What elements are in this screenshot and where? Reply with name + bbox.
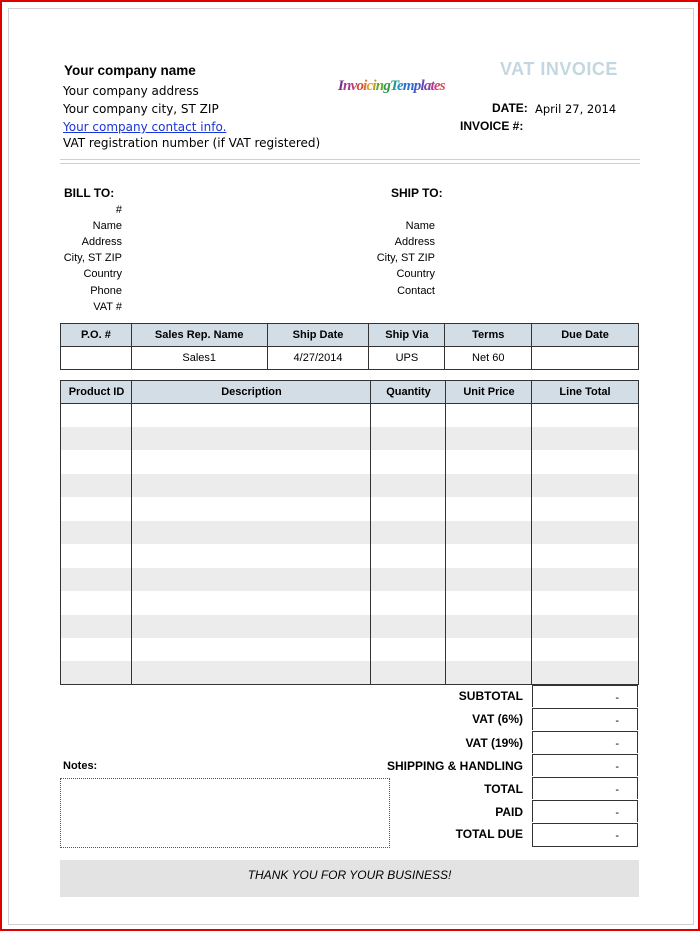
ship-to-label: Name [405, 220, 435, 232]
po-header: P.O. # [61, 324, 132, 347]
terms-header: Terms [445, 324, 532, 347]
logo-letter: v [350, 78, 357, 94]
bill-to-label: # [115, 204, 122, 216]
total-label: TOTAL [484, 782, 523, 796]
line-items-header [61, 381, 638, 404]
shipping-handling-value[interactable] [532, 754, 638, 776]
ship-to-label: Address [394, 236, 435, 248]
bill-to-label: City, ST ZIP [63, 252, 122, 264]
vat-6-label: VAT (6%) [472, 712, 523, 726]
date-value[interactable]: April 27, 2014 [535, 102, 617, 116]
sales-rep-cell[interactable]: Sales1 [131, 347, 267, 370]
due-date-cell[interactable] [532, 347, 639, 370]
sales-rep-header: Sales Rep. Name [131, 324, 267, 347]
logo-letter: l [420, 78, 424, 94]
vat-registration: VAT registration number (if VAT registered) [63, 136, 321, 150]
column-divider [370, 381, 371, 684]
table-row[interactable] [61, 661, 638, 684]
bill-to-label: Address [81, 236, 122, 248]
header-divider [60, 163, 640, 164]
total-amount: - [615, 784, 619, 796]
total-value[interactable] [532, 777, 638, 799]
bill-to-label: Country [83, 268, 122, 280]
quantity-header: Quantity [386, 386, 431, 398]
ship-to-label: Contact [397, 285, 435, 297]
ship-date-cell[interactable]: 4/27/2014 [267, 347, 369, 370]
logo-letter: t [430, 78, 434, 94]
column-divider [131, 381, 132, 684]
paid-value[interactable] [532, 800, 638, 822]
due-date-header: Due Date [532, 324, 639, 347]
ship-to-label: Country [396, 268, 435, 280]
column-divider [531, 381, 532, 684]
logo-letter: e [433, 78, 440, 94]
table-row[interactable] [61, 521, 638, 544]
logo-letter: i [372, 78, 376, 94]
bill-to-label: Name [92, 220, 122, 232]
product-id-header: Product ID [68, 386, 125, 398]
total-due-value[interactable] [532, 823, 638, 847]
logo-letter: o [356, 78, 364, 94]
table-row[interactable] [61, 615, 638, 638]
paid-label: PAID [495, 805, 523, 819]
logo-letter: m [402, 78, 414, 94]
logo-letter: i [363, 78, 367, 94]
ship-via-header: Ship Via [369, 324, 445, 347]
logo-letter: s [439, 78, 445, 94]
line-total-header: Line Total [559, 386, 611, 398]
subtotal-amount: - [615, 692, 619, 704]
ship-to-heading: SHIP TO: [391, 186, 443, 200]
logo-letter: a [423, 78, 431, 94]
notes-label: Notes: [63, 760, 98, 772]
table-row[interactable] [61, 568, 638, 591]
header-divider [60, 159, 640, 160]
bill-to-label: VAT # [93, 301, 122, 313]
logo-letter: p [413, 78, 421, 94]
unit-price-header: Unit Price [463, 386, 515, 398]
terms-cell[interactable]: Net 60 [445, 347, 532, 370]
notes-field[interactable] [60, 778, 390, 848]
invoice-number-label: INVOICE #: [460, 119, 524, 133]
line-items-table [60, 380, 639, 685]
order-details-table [60, 323, 639, 370]
vat-19-value[interactable] [532, 731, 638, 753]
total-due-label: TOTAL DUE [455, 827, 523, 841]
logo-letter: T [390, 78, 398, 94]
logo-letter: n [375, 78, 384, 94]
vat-6-amount: - [615, 715, 619, 727]
description-header: Description [221, 386, 282, 398]
vat-6-value[interactable] [532, 708, 638, 730]
company-city: Your company city, ST ZIP [63, 102, 219, 116]
bill-to-label: Phone [90, 285, 122, 297]
invoice-title: VAT INVOICE [500, 59, 618, 79]
date-label: DATE: [492, 101, 528, 115]
logo-letter: g [383, 78, 391, 94]
logo-letter: I [338, 78, 344, 94]
table-row[interactable] [61, 474, 638, 497]
company-contact-link[interactable]: Your company contact info. [63, 120, 227, 134]
column-divider [445, 381, 446, 684]
ship-date-header: Ship Date [267, 324, 369, 347]
ship-to-label: City, ST ZIP [376, 252, 435, 264]
subtotal-value[interactable] [532, 685, 638, 707]
subtotal-label: SUBTOTAL [458, 689, 523, 703]
total-due-amount: - [615, 830, 619, 842]
logo-letter: n [343, 78, 351, 94]
paid-amount: - [615, 807, 619, 819]
bill-to-heading: BILL TO: [64, 186, 115, 200]
company-name: Your company name [64, 63, 196, 78]
ship-via-cell[interactable]: UPS [369, 347, 445, 370]
vat-19-amount: - [615, 738, 619, 750]
thank-you-banner: THANK YOU FOR YOUR BUSINESS! [60, 860, 639, 897]
invoicing-templates-logo [338, 78, 445, 95]
table-row[interactable] [61, 427, 638, 450]
po-cell[interactable] [61, 347, 132, 370]
shipping-handling-amount: - [615, 761, 619, 773]
logo-letter: c [366, 78, 373, 94]
logo-letter: e [397, 78, 403, 94]
company-address: Your company address [63, 84, 199, 98]
shipping-handling-label: SHIPPING & HANDLING [386, 759, 523, 773]
vat-19-label: VAT (19%) [465, 736, 523, 750]
